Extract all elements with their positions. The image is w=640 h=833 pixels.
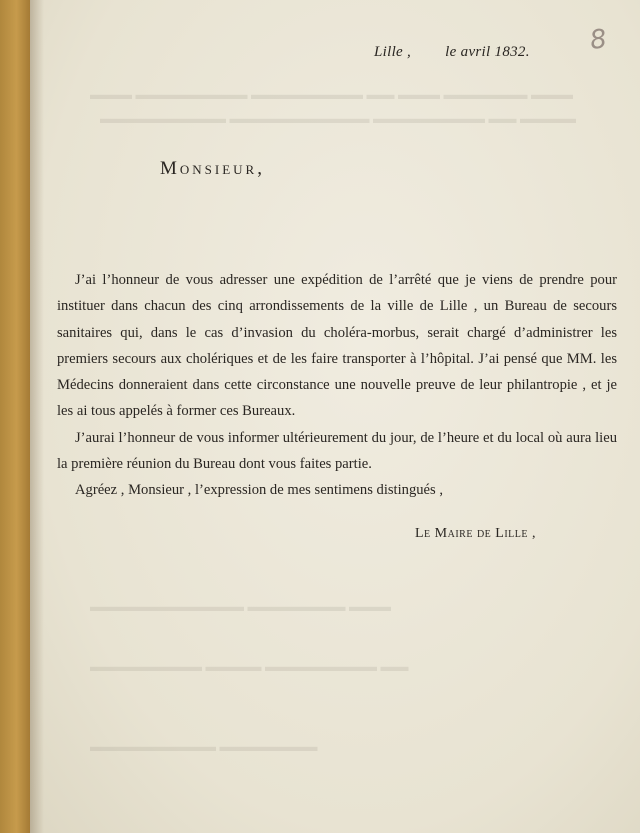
bleed-through-text: ▬▬▬▬▬▬▬ ▬▬▬▬▬▬▬▬▬ xyxy=(90,740,318,755)
book-binding-edge xyxy=(0,0,30,833)
bleed-through-text: ▬▬▬ ▬▬▬▬▬▬ ▬▬▬ ▬▬ ▬▬▬▬▬▬▬▬ ▬▬▬▬▬▬▬▬ ▬▬▬ xyxy=(90,88,573,103)
salutation: Monsieur, xyxy=(160,158,265,179)
gutter-shadow xyxy=(30,0,44,833)
paragraph-1: J’ai l’honneur de vous adresser une expédition de l’arrêté que je viens de prendre pour instituer dans chacun des cinq arrondissements de la ville de Lille , un Bureau de secours sanitaires qui, dans le cas d’invasion du choléra-morbus, serait chargé d’administrer les premiers secours aux cholériques et de les faire transporter à l’hôpital. J’ai pensé que MM. les Médecins donneraient dans cette circonstance une nouvelle preuve de leur philantropie , et je les ai tous appelés à former ces Bureaux. xyxy=(57,272,617,420)
letter-date: le avril 1832. xyxy=(445,44,530,60)
bleed-through-text: ▬▬▬ ▬▬▬▬▬▬▬ ▬▬▬▬▬▬▬▬▬▬▬ xyxy=(90,600,391,615)
letter-body xyxy=(57,267,617,504)
place-name: Lille , xyxy=(374,44,412,60)
signature: Le Maire de Lille , xyxy=(415,526,536,541)
bleed-through-text: ▬▬▬▬ ▬▬ ▬▬▬▬▬▬▬▬ ▬▬▬▬▬▬▬▬▬▬ ▬▬▬▬▬▬▬▬▬ xyxy=(100,112,576,127)
paragraph-2: J’aurai l’honneur de vous informer ultérieurement du jour, de l’heure et du local où aura lieu la première réunion du Bureau dont vous faites partie. xyxy=(57,429,617,473)
dateline xyxy=(374,44,530,61)
page-number: 8 xyxy=(587,23,609,57)
bleed-through-text: ▬▬ ▬▬▬▬▬▬▬▬ ▬▬▬▬ ▬▬▬▬▬▬▬▬ xyxy=(90,660,409,675)
paragraph-3: Agréez , Monsieur , l’expression de mes sentimens distingués , xyxy=(75,482,444,499)
